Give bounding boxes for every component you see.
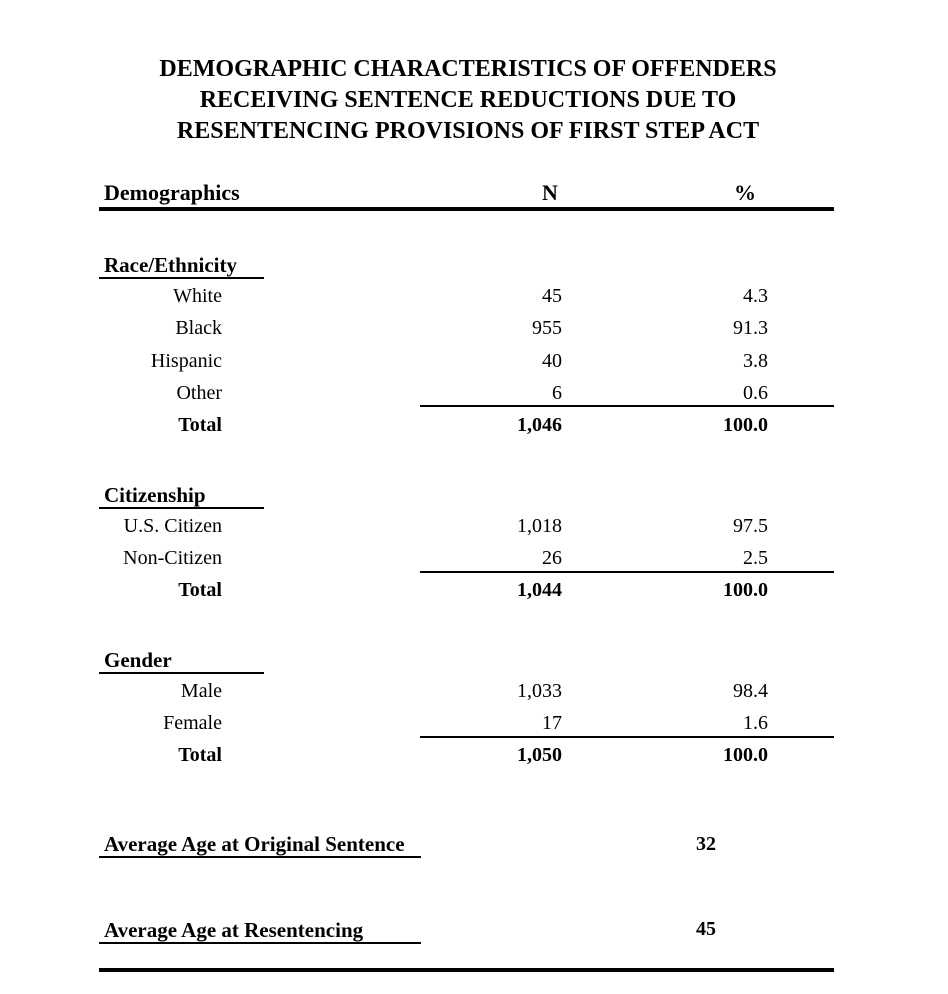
table-title-line-1: DEMOGRAPHIC CHARACTERISTICS OF OFFENDERS bbox=[159, 56, 777, 82]
row-percent: 4.3 bbox=[743, 285, 768, 307]
total-rule-race bbox=[420, 405, 834, 407]
total-percent: 100.0 bbox=[723, 414, 768, 436]
column-header-percent: % bbox=[734, 180, 756, 205]
total-label: Total bbox=[178, 744, 222, 766]
row-label: U.S. Citizen bbox=[123, 515, 222, 537]
section-heading-race: Race/Ethnicity bbox=[104, 253, 237, 277]
table-title-line-2: RECEIVING SENTENCE REDUCTIONS DUE TO bbox=[199, 87, 737, 113]
header-rule bbox=[99, 207, 834, 211]
total-percent: 100.0 bbox=[723, 744, 768, 766]
total-n: 1,050 bbox=[517, 744, 562, 766]
total-n: 1,046 bbox=[517, 414, 562, 436]
total-label: Total bbox=[178, 414, 222, 436]
row-n: 26 bbox=[542, 547, 562, 569]
row-n: 40 bbox=[542, 350, 562, 372]
row-label: Non-Citizen bbox=[123, 547, 222, 569]
section-heading-gender: Gender bbox=[104, 648, 172, 672]
section-heading-citizenship: Citizenship bbox=[104, 483, 206, 507]
row-percent: 3.8 bbox=[743, 350, 768, 372]
row-percent: 1.6 bbox=[743, 712, 768, 734]
row-label: Female bbox=[163, 712, 222, 734]
avg-age-original-label: Average Age at Original Sentence bbox=[104, 832, 405, 856]
total-rule-citizenship bbox=[420, 571, 834, 573]
table-title-line-3: RESENTENCING PROVISIONS OF FIRST STEP ACT bbox=[176, 118, 760, 144]
row-percent: 2.5 bbox=[743, 547, 768, 569]
avg-age-resentencing-underline bbox=[99, 942, 421, 944]
column-header-n: N bbox=[542, 180, 558, 205]
row-n: 6 bbox=[552, 382, 562, 404]
row-percent: 91.3 bbox=[733, 317, 768, 339]
row-n: 1,018 bbox=[517, 515, 562, 537]
column-header-demographics: Demographics bbox=[104, 180, 240, 205]
avg-age-resentencing-label: Average Age at Resentencing bbox=[104, 918, 364, 942]
row-n: 17 bbox=[542, 712, 562, 734]
row-label: White bbox=[173, 285, 222, 307]
row-label: Black bbox=[175, 317, 222, 339]
row-percent: 98.4 bbox=[733, 680, 768, 702]
total-label: Total bbox=[178, 579, 222, 601]
row-percent: 0.6 bbox=[743, 382, 768, 404]
footer-rule bbox=[99, 968, 834, 972]
row-n: 955 bbox=[532, 317, 562, 339]
row-label: Male bbox=[180, 680, 222, 702]
section-underline-race bbox=[99, 277, 264, 279]
section-underline-gender bbox=[99, 672, 264, 674]
row-n: 1,033 bbox=[517, 680, 562, 702]
total-percent: 100.0 bbox=[723, 579, 768, 601]
row-percent: 97.5 bbox=[733, 515, 768, 537]
row-label: Other bbox=[176, 382, 222, 404]
avg-age-original-value: 32 bbox=[696, 833, 716, 855]
avg-age-resentencing-value: 45 bbox=[696, 918, 716, 940]
total-n: 1,044 bbox=[517, 579, 562, 601]
total-rule-gender bbox=[420, 736, 834, 738]
avg-age-original-underline bbox=[99, 856, 421, 858]
row-n: 45 bbox=[542, 285, 562, 307]
row-label: Hispanic bbox=[150, 350, 222, 372]
section-underline-citizenship bbox=[99, 507, 264, 509]
